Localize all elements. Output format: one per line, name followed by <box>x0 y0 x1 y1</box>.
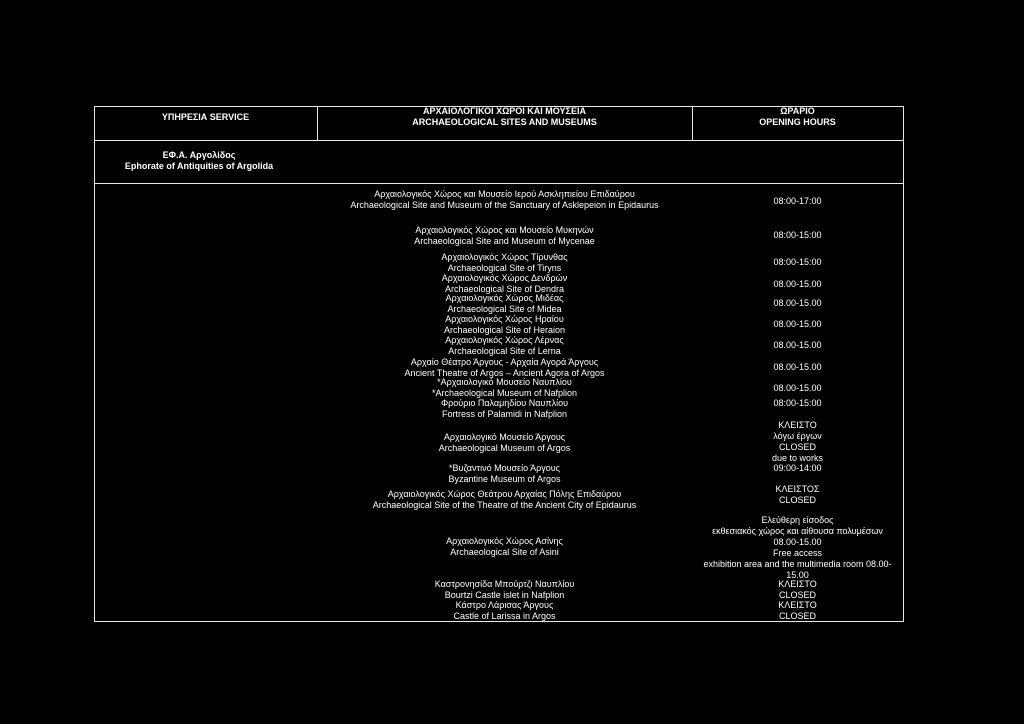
site-gr: Αρχαιολογικός Χώρος Μιδέας <box>445 293 564 303</box>
site-en: Archaeological Site of Tiryns <box>447 263 562 273</box>
site-gr: Αρχαιολογικό Μουσείο Άργους <box>443 432 566 442</box>
site-en: Byzantine Museum of Argos <box>448 474 561 484</box>
table-border-left <box>94 106 95 622</box>
table-row-hours <box>692 298 903 309</box>
hours-line: 08.00-15.00 <box>773 298 822 308</box>
site-en: Bourtzi Castle islet in Nafplion <box>444 590 565 600</box>
ephorate-en: Ephorate of Antiquities of Argolida <box>124 161 274 171</box>
header-hours <box>692 106 903 128</box>
hours-line: 08:00-17:00 <box>773 196 822 206</box>
table-row-site <box>317 225 692 247</box>
site-en: *Archaeological Museum of Nafplion <box>431 388 578 398</box>
table-row-hours <box>692 340 903 351</box>
table-row-site <box>317 357 692 379</box>
table-row-hours <box>692 463 903 474</box>
table-row-hours <box>692 420 903 464</box>
site-en: Archaeological Site of Asini <box>450 547 559 557</box>
hours-line: 08.00-15.00 <box>773 279 822 289</box>
site-en: Archaeological Museum of Argos <box>438 443 571 453</box>
table-row-hours <box>692 383 903 394</box>
table-row-hours <box>692 319 903 330</box>
table-row-site <box>317 252 692 274</box>
table-row-site <box>317 463 692 485</box>
site-gr: Αρχαιολογικός Χώρος και Μουσείο Μυκηνών <box>415 225 594 235</box>
hours-line: 08.00-15.00 <box>773 319 822 329</box>
table-row-site <box>317 189 692 211</box>
site-en: Fortress of Palamidi in Nafplion <box>441 409 568 419</box>
site-gr: Αρχαιολογικός Χώρος Λέρνας <box>445 335 564 345</box>
header-sites-en: ARCHAEOLOGICAL SITES AND MUSEUMS <box>412 117 597 127</box>
table-row-site <box>317 335 692 357</box>
site-gr: *Βυζαντινό Μουσείο Άργους <box>449 463 560 473</box>
hours-line: 08:00-15:00 <box>773 257 822 267</box>
hours-line: CLOSED <box>778 442 816 452</box>
table-row-site <box>317 600 692 622</box>
site-gr: Αρχαίο Θέατρο Άργους - Αρχαία Αγορά Άργους <box>410 357 599 367</box>
ephorate-gr: ΕΦ.Α. Αργολίδος <box>162 150 236 160</box>
opening-hours-table <box>94 106 904 622</box>
hours-line: 08:00-15:00 <box>773 230 822 240</box>
site-gr: Φρούριο Παλαμηδίου Ναυπλίου <box>440 398 568 408</box>
header-service: ΥΠΗΡΕΣΙΑ SERVICE <box>161 112 250 122</box>
hours-line: 09:00-14:00 <box>773 463 822 473</box>
site-gr: Αρχαιολογικός Χώρος Ηραίου <box>445 314 564 324</box>
site-en: Archaeological Site of the Theatre of the Ancient City of Epidaurus <box>372 500 637 510</box>
site-en: Archaeological Site of Dendra <box>444 284 565 294</box>
hours-line: Free access <box>772 548 823 558</box>
site-gr: Αρχαιολογικός Χώρος Θεάτρου Αρχαίας Πόλης Επιδαύρου <box>387 489 622 499</box>
table-border-right <box>903 106 904 622</box>
header-hours-en: OPENING HOURS <box>759 117 836 127</box>
site-en: Archaeological Site of Midea <box>447 304 562 314</box>
hours-line: 08.00-15.00 <box>773 383 822 393</box>
table-row-site <box>317 273 692 295</box>
ephorate-label <box>94 150 304 172</box>
hours-line: λόγω έργων <box>773 431 822 441</box>
hours-line: ΚΛΕΙΣΤΟ <box>778 420 817 430</box>
hours-line: 08.00-15.00 <box>773 537 822 547</box>
site-en: Castle of Larissa in Argos <box>453 611 556 621</box>
table-row-site <box>317 377 692 399</box>
table-row-site <box>317 293 692 315</box>
site-en: Archaeological Site of Lerna <box>448 346 561 356</box>
hours-line: εκθεσιακός χώρος και αίθουσα πολυμέσων <box>712 526 883 536</box>
site-en: Archaeological Site of Heraion <box>443 325 566 335</box>
table-row-hours <box>692 362 903 373</box>
site-gr: Αρχαιολογικός Χώρος και Μουσείο Ιερού Ασκληπιείου Επιδαύρου <box>374 189 635 199</box>
hours-line: 08.00-15.00 <box>773 362 822 372</box>
site-en: Archaeological Site and Museum of the Sanctuary of Asklepeion in Epidaurus <box>350 200 659 210</box>
ephorate-divider <box>94 183 904 184</box>
hours-line: CLOSED <box>778 590 816 600</box>
table-row-site <box>317 536 692 558</box>
hours-line: ΚΛΕΙΣΤΟΣ <box>775 484 820 494</box>
hours-line: CLOSED <box>778 611 816 621</box>
site-gr: Καστρονησίδα Μπούρτζι Ναυπλίου <box>434 579 575 589</box>
table-row-hours <box>692 257 903 268</box>
hours-line: Ελεύθερη είσοδος <box>761 515 834 525</box>
table-row-hours <box>692 279 903 290</box>
header-hours-gr: ΩΡΑΡΙΟ <box>780 106 815 116</box>
hours-line: 08:00-15:00 <box>773 398 822 408</box>
hours-line: CLOSED <box>778 495 816 505</box>
header-divider <box>94 140 904 141</box>
site-en: Ancient Theatre of Argos – Ancient Agora of Argos <box>404 368 605 378</box>
table-row-site <box>317 432 692 454</box>
hours-line: ΚΛΕΙΣΤΟ <box>778 600 817 610</box>
hours-line: due to works <box>771 453 824 463</box>
table-row-hours <box>692 230 903 241</box>
hours-line: 08.00-15.00 <box>773 340 822 350</box>
table-row-site <box>317 489 692 511</box>
table-row-site <box>317 579 692 601</box>
site-en: Archaeological Site and Museum of Mycenae <box>414 236 595 246</box>
header-sites-gr: ΑΡΧΑΙΟΛΟΓΙΚΟΙ ΧΩΡΟΙ ΚΑΙ ΜΟΥΣΕΙΑ <box>423 106 586 116</box>
table-row-hours <box>692 484 903 506</box>
table-row-site <box>317 398 692 420</box>
table-row-hours <box>692 196 903 207</box>
table-row-hours <box>692 515 903 581</box>
site-gr: Κάστρο Λάρισας Άργους <box>455 600 554 610</box>
hours-line: 15.00 <box>786 570 809 580</box>
hours-line: exhibition area and the multimedia room 08.00- <box>703 559 892 569</box>
table-row-hours <box>692 579 903 601</box>
site-gr: *Αρχαιολογικό Μουσείο Ναυπλίου <box>437 377 572 387</box>
table-row-site <box>317 314 692 336</box>
table-row-hours <box>692 600 903 622</box>
table-row-hours <box>692 398 903 409</box>
header-sites <box>317 106 692 128</box>
hours-line: ΚΛΕΙΣΤΟ <box>778 579 817 589</box>
site-gr: Αρχαιολογικός Χώρος Δενδρών <box>441 273 568 283</box>
site-gr: Αρχαιολογικός Χώρος Τίρυνθας <box>441 252 568 262</box>
site-gr: Αρχαιολογικός Χώρος Ασίνης <box>446 536 563 546</box>
